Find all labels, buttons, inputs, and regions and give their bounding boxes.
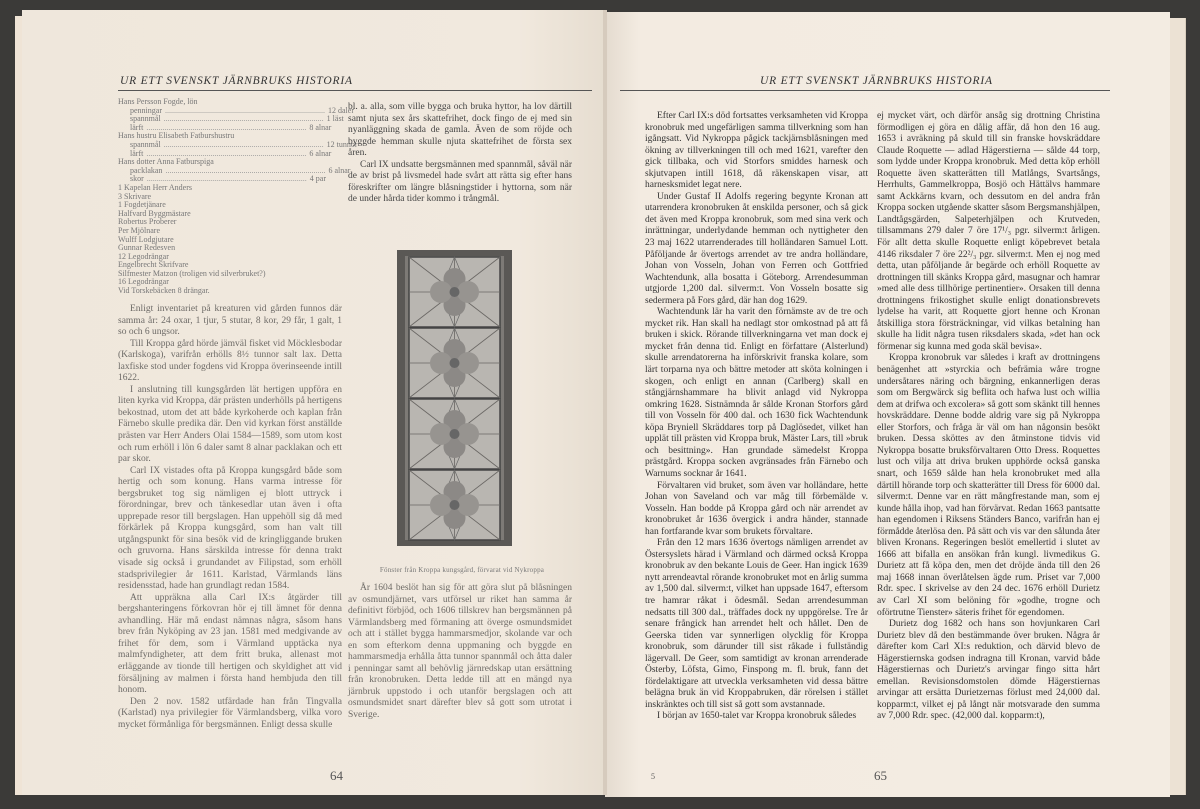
header-rule-left xyxy=(118,90,592,91)
leader-dots: ................................................................................ xyxy=(163,139,324,149)
leader-dots: ................................................................................ xyxy=(146,122,307,132)
paragraph: ej mycket värt, och därför ansåg sig drottning Christina förmodligen ej göra en dålig affär, då hon den 16 aug. 1653 i avräkning på skuld till sin franske hovskräddare Claude Roquette — adlad Hägerstierna — sålde 44 torp, som lydde under Kroppa kronobruk. Med detta köp erhöll Roquette även skatterätten till Matlångs, Svartsångs, Herrhults, Gammelkroppa, Bosjö och Hättälvs hammare samt Ackkärns kvarn, och dessutom en del andra från Kroppa socken utgående skatter såsom Bergsmanshjälpen, Landtågsgärden, Salpeterhjälpen och Krutveden, tillsammans 279 daler 7 öre 17¹/₃ pgr. silverm:t årligen. För allt detta skulle Roquette enligt köpebrevet betala 4146 riksdaler 7 öre 22²/₃ pgr. silverm:t. Men ej nog med detta, utan påföljande år begärde och erhöll Roquette av drottningen till skänks Kroppa gård, masugnar och hamrar »med alle dess tillhörige pertinentier». Orsaken till denna drottningens frikostighet skulle enligt donationsbrevets lydelse ha varit, att Roquette gjort henne och Kronan åtskilliga stora försträckningar, vid vilkas betalning han skulle ha lidit några tusen riksdalers skada, »det han ock förmenar sig kunna med goda skäl bevisa». xyxy=(877,111,1100,352)
item-value: 6 alnar xyxy=(328,165,351,175)
staff-name: Per Mjölnare xyxy=(118,225,160,235)
right-column-1-text xyxy=(645,111,868,723)
staff-name: Silfmester Matzon (troligen vid silverbruket?) xyxy=(118,268,266,278)
paragraph: Carl IX vistades ofta på Kroppa kungsgård både som hertig och som konung. Hans varma intresse för bergsbruket tog sig nämligen ej blott uttryck i förordningar, brev och tänkesedlar utan även i ofta upprepade resor till bergslagen. Han uppehöll sig då med förkärlek på Kroppa kungsgård, som han valt till utgångspunkt för sina besök vid de kringliggande bruken och gruvorna. Hans särskilda intresse för denna trakt visade sig också i grundandet av Filipstad, som erhöll stadsprivilegier år 1611. Karlstad, Värmlands läns residensstad, hade han grundlagt redan 1584. xyxy=(118,465,342,592)
window-panel xyxy=(409,399,500,469)
staff-name: 1 Kapelan Herr Anders xyxy=(118,182,192,192)
item-label: lärft xyxy=(130,122,144,132)
paragraph: I början av 1650-talet var Kroppa kronobruk således xyxy=(657,711,857,722)
page-stack-edge xyxy=(1168,18,1186,795)
leader-dots: ................................................................................ xyxy=(163,114,324,124)
staff-name: 12 Legodrängar xyxy=(118,251,169,261)
page-number-left: 64 xyxy=(330,768,343,783)
item-label: penningar xyxy=(130,105,162,115)
staff-name: Hans Persson Fogde, lön xyxy=(118,97,198,106)
left-column-1-text xyxy=(118,304,342,731)
staff-name: Gunnar Redesven xyxy=(118,243,176,253)
item-label: packlakan xyxy=(130,165,163,175)
book-spine xyxy=(603,10,607,795)
signature-mark: 5 xyxy=(651,772,655,781)
paragraph: Förvaltaren vid bruket, som även var holländare, hette Johan von Saveland och var måg till förbemälde v. Vosseln. Han bodde på Kroppa gård och när arrendet av kronobruket år 1636 övergick i andra händer, stannade han fortfarande kvar som brukets förvaltare. xyxy=(645,480,868,537)
paragraph: Till Kroppa gård hörde jämväl fisket vid Möcklesbodar (Karlskoga), varifrån erhölls 8½ tunnor salt lax. Detta laxfiske stod under fogdens vid Kroppa överinseende intill 1622. xyxy=(118,338,342,384)
item-value: 1 läst xyxy=(326,114,344,124)
paragraph: Den 2 nov. 1582 utfärdade han från Tingvalla (Karlstad) nya privilegier för Värmlandsberg, vilka voro mycket förmånliga för bergsmännen. Enligt dessa skulle xyxy=(118,696,342,730)
stained-glass-window-photo xyxy=(397,250,512,546)
paragraph: bl. a. alla, som ville bygga och bruka hyttor, ha lov därtill samt njuta sex års skattefrihet, dock fingo de ej med sin nyanläggning skada de gamla. Även de som röjde och byggde hemman skulle njuta skattefrihet de första sex åren. xyxy=(348,102,572,159)
leader-dots: ................................................................................ xyxy=(146,174,307,184)
item-label: skor xyxy=(130,174,144,184)
window-panel xyxy=(409,328,500,398)
item-value: 12 tunnor xyxy=(326,139,358,149)
leader-dots: ................................................................................ xyxy=(146,148,307,158)
item-label: spannmål xyxy=(130,114,161,124)
staff-name: Robertus Proberer xyxy=(118,217,177,227)
leader-dots: ................................................................................ xyxy=(165,105,325,115)
staff-name: 3 Skrivare xyxy=(118,191,152,201)
paragraph: Kroppa kronobruk var således i kraft av drottningens benägenhet att »styrckia och befrämia wåre trogne undersåtares näring och bärgning, enkannerligen deras som om Bergwärck sig beflita och hafwa lust och willia dem at drifwa och excolera» så gott som skänkt till hennes hovskräddare. Denne bodde aldrig vare sig på Nykroppa eller Storfors, och fråga är väl om han någonsin besökt bruken. Dessa sköttes av den åtminstone tidvis vid Nykroppa bosatte bruksförvaltaren Otto Dress. Roquettes lust och vilja att driva bruken upphörde också ganska snart, och 1659 sålde han hela kronobruket med alla därtill hörande torp och skatterätter till Dress för 6000 dal. silverm:t. Denne var en rätt mångfrestande man, som ej kunde hålla ihop, vad han förvärvat. Redan 1663 pantsatte han egendomen i Riksens Ständers Banco, varifrån han ej förmådde återlösa den. På sätt och vis var den sålunda åter bliven Kronans. Regeringen beslöt emellertid i slutet av 1666 att bifalla en ansökan från kungl. livmedikus G. Durietz att få köpa den, men det dröjde ända till den 26 maj 1668 innan överlåtelsen ägde rum. Priset var 7,000 Rdr. spec. I skrivelse av den 24 dec. 1676 erhöll Durietz av Carl XI som belöning för »godhe, trogne och oförtrutne Tienster» säteris frihet för egendomen. xyxy=(877,353,1100,618)
staff-name: 16 Legodrängar xyxy=(118,277,169,287)
page-number-right: 65 xyxy=(874,768,887,783)
staff-list xyxy=(118,97,358,296)
paragraph: Efter Carl IX:s död fortsattes verksamheten vid Kroppa kronobruk med ungefärligen samma tillverkning som han igångsatt. Vid Nykroppa pågick tackjärnsblåsningen med ökning av tillverkningen till och med 1621, varefter den gick tillbaka, och vid Storfors smiddes harnesk och skjutvapen intill 1618, då räkenskapen visar, att harnesksmidet legat nere. xyxy=(645,111,868,191)
paragraph: Från den 12 mars 1636 övertogs nämligen arrendet av Östersyslets härad i Värmland och därmed också Kroppa kronobruk av den bekante Louis de Geer. Han ingick 1639 nytt arrendeavtal rörande kronobruket mot en årlig summa av 1,500 dal. silverm:t, vilket han uppsade 1647, eftersom tre hamrar råkat i ödesmål. Sedan arrendesumman nedsatts till 300 dal., träffades dock ny uppgörelse. Tre år senare frångick han arrendet helt och hållet. Den de Geerska tiden var synnerligen olycklig för Kroppa kronobruk, som därunder till sist råkade i fullständig lägervall. De Geer, som samtidigt av kronan arrenderade Österby, Löfsta, Gimo, Finspong m. fl. bruk, fann det fördelaktigare att utveckla verksamheten vid dessa bättre belägna bruk än vid Kroppabruken, där rörelsen i stället inskränktes och till sist så gott som avstannade. xyxy=(645,538,868,710)
staff-name: Engelbrecht Skrifvare xyxy=(118,260,189,270)
staff-name: Halfvard Byggmästare xyxy=(118,208,191,218)
item-value: 4 par xyxy=(309,174,326,184)
paragraph: Carl IX undsatte bergsmännen med spannmål, såväl när de av brist på livsmedel hade svårt att rätta sig efter hans föreskrifter om längre blåsningstider i hyttorna, som när de under hårda tider kommo i trångmål. xyxy=(348,159,572,205)
window-panel xyxy=(409,470,500,540)
staff-name: 1 Fogdetjänare xyxy=(118,200,166,210)
paragraph: Under Gustaf II Adolfs regering begynte Kronan att utarrendera kronobruken åt enskilda personer, och så gick det även med Kroppa kronobruk, som med sina verk och inrättningar, underlydande hemman och nyttigheter den 23 maj 1622 utarrenderades till holländaren Samuel Lott. Påföljande år övertogs arrendet av tre andra holländare, Johan von Vosseln, Johan von Ferren och Gottfried Wachtendunk, alla bosatta i Göteborg. Arrendesumman utgjorde 1,200 dal. silverm:t. Von Vosseln bosatte sig sedermera på Fors gård, där han dog 1629. xyxy=(645,191,868,306)
staff-list-row xyxy=(118,287,343,296)
window-panel xyxy=(409,257,500,327)
item-label: spannmål xyxy=(130,139,161,149)
staff-name: Hans dotter Anna Fatburspiga xyxy=(118,157,214,167)
right-column-2-text xyxy=(877,111,1100,723)
leader-dots: ................................................................................ xyxy=(165,165,326,175)
staff-list-row xyxy=(118,184,343,193)
staff-name: Vid Torskebäcken 8 drängar. xyxy=(118,286,210,296)
running-header-left: UR ETT SVENSKT JÄRNBRUKS HISTORIA xyxy=(120,75,353,87)
paragraph: År 1604 beslöt han sig för att göra slut på blåsningen av osmundjärnet, vars utförsel ur riket han samma år definitivt förbjöd, och 1606 tillskrev han bergsmännen på Värmlandsberg med förmaning att överge osmundsmidet och att i stället bygga hammarsmedjor, skolande var och en som efterkom denna uppmaning och byggde en hammarsmedja erhålla åtta tunnor spannmål och åtta daler i penningar samt all behövlig järnredskap utan ersättning från kronobruken. Detta ledde till att en mängd nya järnbruk uppstodo i och utanför bergslagen och att osmundsmidet snart därefter blev så gott som utrotat i Sverige. xyxy=(348,583,572,721)
left-column-2-bottom-text xyxy=(348,583,572,722)
paragraph: Wachtendunk lär ha varit den förnämste av de tre och mycket rik. Han skall ha nedlagt stor omkostnad på att få bruken i skick. Rörande tillverkningarna vet man dock ej mycket från denna tid. Enligt en författare (Alsterlund) skulle arrendatorerna ha införskrivit franska kolare, som lärt torparna nya och bättre metoder att sköta kolningen i skogen, och enligt en annan (Carlberg) skall en stångjärnshammare ha blivit anlagd vid Nykroppa omkring 1628. Sistnämnda år sålde Kronan Storfors gård till von Vosseln för 400 dal. och 1630 fick Wachtendunk köpa Bryniell Skräddares torp på Daglösedet, vilket han upplät till prästen vid Kroppa bruk, Mäster Lars, till »bruk och besittning». Han grundade sämedelst Kroppa prästgård. Kroppa socken avgränsades från Färnebo och Warnums socknar år 1641. xyxy=(645,307,868,479)
paragraph: Att uppräkna alla Carl IX:s åtgärder till bergshanteringens förkovran hör ej till ämnet för denna avhandling. Här må endast nämnas några, såsom hans brev från Nyköping av 23 jan. 1581 med medgivande av frihet för dem, som i Värmland upptäcka nya malmfyndigheter, att dem fritt bruka, allenast mot erläggande av tionde till hertigen och skyldighet att vid försäljning av malmen i första hand hembjuda den till honom. xyxy=(118,592,342,696)
item-value: 12 daler xyxy=(328,105,354,115)
item-value: 6 alnar xyxy=(309,148,332,158)
staff-name: Hans hustru Elisabeth Fatburshustru xyxy=(118,131,235,141)
header-rule-right xyxy=(620,90,1110,91)
paragraph: Durietz dog 1682 och hans son hovjunkaren Carl Durietz blev då den bestämmande över bruken. Några år därefter kom Carl XI:s reduktion, och därvid blevo de Hägerstiernska godsen indragna till Kronan, varvid både Hägerstiernas och Durietz's arvingar fingo sitta hårt emellan. Revisionsdomstolen dömde Hägerstiernas arvingar att ersätta Durietzernas förlust med 24,000 dal. kopparm:t, vilket ej på långt när motsvarade den summa av 7,000 Rdr. spec. (42,000 dal. kopparm:t), xyxy=(877,619,1100,722)
left-column-2-top-text xyxy=(348,102,572,206)
figure-caption: Fönster från Kroppa kungsgård, förvarat vid Nykroppa xyxy=(379,566,545,574)
paragraph: I anslutning till kungsgården lät hertigen uppföra en liten kyrka vid Kroppa, där prästen underhölls på hertigens bekostnad, utom det att både kyrkoherde och kaplan från Färnebo skulle predika där. Den vid kyrkan först anställde prästen var Herr Anders Olai 1584—1589, som utom kost och rum erhöll i lön 6 daler samt 8 alnar packlakan och ett par skor. xyxy=(118,384,342,465)
paragraph: Enligt inventariet på kreaturen vid gården funnos där samma år: 24 oxar, 1 tjur, 5 stutar, 8 kor, 29 får, 1 galt, 1 so och 6 ungsor. xyxy=(118,304,342,338)
staff-name: Wulff Lodgjutare xyxy=(118,234,174,244)
item-value: 8 alnar xyxy=(309,122,332,132)
item-label: lärft xyxy=(130,148,144,158)
running-header-right: UR ETT SVENSKT JÄRNBRUKS HISTORIA xyxy=(760,75,993,87)
